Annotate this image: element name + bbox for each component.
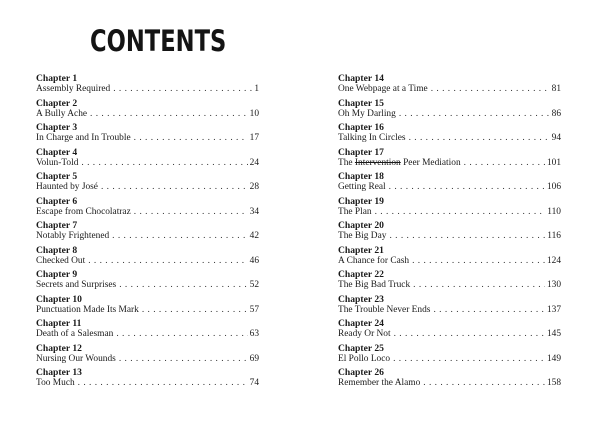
dot-leader	[423, 378, 545, 389]
page-number: 57	[249, 304, 259, 315]
chapter-title: Escape from Chocolatraz	[36, 206, 131, 217]
chapter-title: One Webpage at a Time	[338, 84, 428, 94]
dot-leader	[90, 109, 248, 120]
dot-leader	[464, 158, 545, 169]
chapter-label: Chapter 19	[338, 195, 384, 207]
chapter-label: Chapter 3	[36, 122, 78, 133]
toc-entry[interactable]	[338, 343, 561, 368]
chapter-title: Haunted by José	[36, 182, 98, 192]
page-number: 94	[551, 133, 561, 143]
page-number: 63	[249, 329, 259, 339]
chapter-label: Chapter 22	[338, 269, 384, 280]
title-suffix: Peer Mediation	[403, 157, 461, 168]
toc-entry[interactable]	[36, 147, 259, 172]
dot-leader	[389, 182, 545, 193]
chapter-title	[338, 158, 464, 169]
chapter-label: Chapter 2	[36, 97, 78, 109]
chapter-label: Chapter 13	[36, 367, 82, 378]
dot-leader	[394, 329, 545, 340]
dot-leader	[116, 329, 247, 340]
chapter-label: Chapter 1	[36, 73, 78, 84]
chapter-label: Chapter 15	[338, 97, 384, 109]
dot-leader	[389, 231, 545, 242]
dot-leader	[134, 133, 248, 144]
page-number: 69	[249, 353, 259, 364]
chapter-title: Secrets and Surprises	[36, 280, 117, 290]
dot-leader	[113, 84, 252, 95]
dot-leader	[101, 182, 248, 193]
dot-leader	[142, 305, 248, 316]
chapter-title: The Big Day	[338, 231, 387, 241]
chapter-label: Chapter 6	[36, 195, 78, 207]
dot-leader	[112, 231, 247, 242]
chapter-title: Notably Frightened	[36, 231, 110, 241]
toc-entry[interactable]	[36, 269, 259, 294]
toc-left-column	[36, 73, 259, 392]
toc-entry[interactable]	[36, 171, 259, 196]
chapter-label: Chapter 12	[36, 342, 82, 354]
page-number: 145	[546, 329, 561, 339]
chapter-label: Chapter 17	[338, 146, 384, 158]
chapter-title: A Bully Ache	[36, 108, 88, 119]
dot-leader	[412, 256, 545, 267]
chapter-label: Chapter 14	[338, 73, 384, 84]
dot-leader	[119, 354, 248, 365]
chapter-title: The Plan	[338, 206, 372, 217]
page-number: 130	[546, 280, 561, 290]
page-number: 110	[547, 206, 561, 217]
page-number: 34	[249, 206, 259, 217]
page-number: 46	[249, 255, 259, 266]
chapter-label: Chapter 5	[36, 171, 78, 182]
page-number: 137	[546, 304, 561, 315]
toc-entry[interactable]	[338, 73, 561, 98]
chapter-title: Punctuation Made Its Mark	[36, 304, 139, 315]
chapter-title: Nursing Our Wounds	[36, 353, 116, 364]
page-number: 1	[254, 84, 259, 94]
chapter-label: Chapter 11	[36, 318, 82, 329]
dot-leader	[433, 305, 545, 316]
chapter-label: Chapter 23	[338, 293, 384, 305]
chapter-title: El Pollo Loco	[338, 353, 391, 364]
toc-entry[interactable]	[36, 294, 259, 319]
chapter-title: Getting Real	[338, 182, 386, 192]
toc-entry[interactable]	[36, 367, 259, 392]
dot-leader	[78, 378, 248, 389]
chapter-title: Oh My Darling	[338, 108, 396, 119]
page-title: CONTENTS	[90, 24, 227, 58]
chapter-label: Chapter 8	[36, 244, 78, 256]
page-number: 86	[551, 108, 561, 119]
toc-entry[interactable]	[36, 73, 259, 98]
page-number: 28	[249, 182, 259, 192]
page-number: 10	[249, 108, 259, 119]
toc-entry[interactable]	[36, 220, 259, 245]
toc-entry[interactable]	[338, 294, 561, 319]
chapter-label: Chapter 4	[36, 146, 78, 158]
page-number: 81	[551, 84, 561, 94]
chapter-title: In Charge and In Trouble	[36, 133, 131, 143]
page-number: 52	[249, 280, 259, 290]
chapter-title: The Big Bad Truck	[338, 280, 411, 290]
chapter-label: Chapter 20	[338, 220, 384, 231]
page-number: 158	[546, 378, 561, 388]
chapter-title: A Chance for Cash	[338, 255, 410, 266]
dot-leader	[375, 207, 546, 218]
chapter-label: Chapter 10	[36, 293, 82, 305]
dot-leader	[134, 207, 248, 218]
dot-leader	[88, 256, 247, 267]
dot-leader	[81, 158, 247, 169]
toc-entry[interactable]	[338, 171, 561, 196]
toc-entry[interactable]	[338, 318, 561, 343]
chapter-title: Remember the Alamo	[338, 378, 421, 388]
toc-entry[interactable]	[36, 98, 259, 123]
toc-entry[interactable]	[36, 343, 259, 368]
page-number: 124	[546, 255, 561, 266]
chapter-label: Chapter 16	[338, 122, 384, 133]
chapter-label: Chapter 21	[338, 244, 384, 256]
page-number: 101	[546, 157, 561, 168]
chapter-label: Chapter 24	[338, 318, 384, 329]
chapter-title: Volun-Told	[36, 157, 79, 168]
dot-leader	[413, 280, 545, 291]
page-number: 149	[546, 353, 561, 364]
chapter-title: The Trouble Never Ends	[338, 304, 431, 315]
title-prefix: The	[338, 157, 353, 168]
struck-word: Intervention	[354, 157, 401, 168]
chapter-label: Chapter 18	[338, 171, 384, 182]
chapter-title: Assembly Required	[36, 84, 111, 94]
page-number: 24	[249, 157, 259, 168]
toc-entry[interactable]	[338, 196, 561, 221]
toc-entry[interactable]	[36, 122, 259, 147]
dot-leader	[393, 354, 545, 365]
chapter-label: Chapter 26	[338, 367, 384, 378]
toc-entry[interactable]	[338, 269, 561, 294]
page-number: 42	[249, 231, 259, 241]
toc-entry[interactable]	[338, 122, 561, 147]
toc-entry[interactable]	[338, 147, 561, 172]
chapter-title: Death of a Salesman	[36, 329, 114, 339]
toc-entry[interactable]	[36, 245, 259, 270]
chapter-label: Chapter 25	[338, 342, 384, 354]
chapter-title: Checked Out	[36, 255, 86, 266]
page-number: 17	[249, 133, 259, 143]
toc-entry[interactable]	[338, 98, 561, 123]
toc-entry[interactable]	[36, 318, 259, 343]
page-number: 116	[547, 231, 561, 241]
dot-leader	[119, 280, 247, 291]
toc-right-column	[338, 73, 561, 392]
chapter-label: Chapter 9	[36, 269, 78, 280]
chapter-title: Too Much	[36, 378, 75, 388]
chapter-title: Talking In Circles	[338, 133, 406, 143]
page-number: 74	[249, 378, 259, 388]
dot-leader	[431, 84, 550, 95]
toc-entry[interactable]	[36, 196, 259, 221]
dot-leader	[409, 133, 550, 144]
dot-leader	[399, 109, 550, 120]
toc-entry[interactable]	[338, 367, 561, 392]
chapter-title: Ready Or Not	[338, 329, 391, 339]
toc-entry[interactable]	[338, 220, 561, 245]
chapter-label: Chapter 7	[36, 220, 78, 231]
toc-entry[interactable]	[338, 245, 561, 270]
page-number: 106	[546, 182, 561, 192]
